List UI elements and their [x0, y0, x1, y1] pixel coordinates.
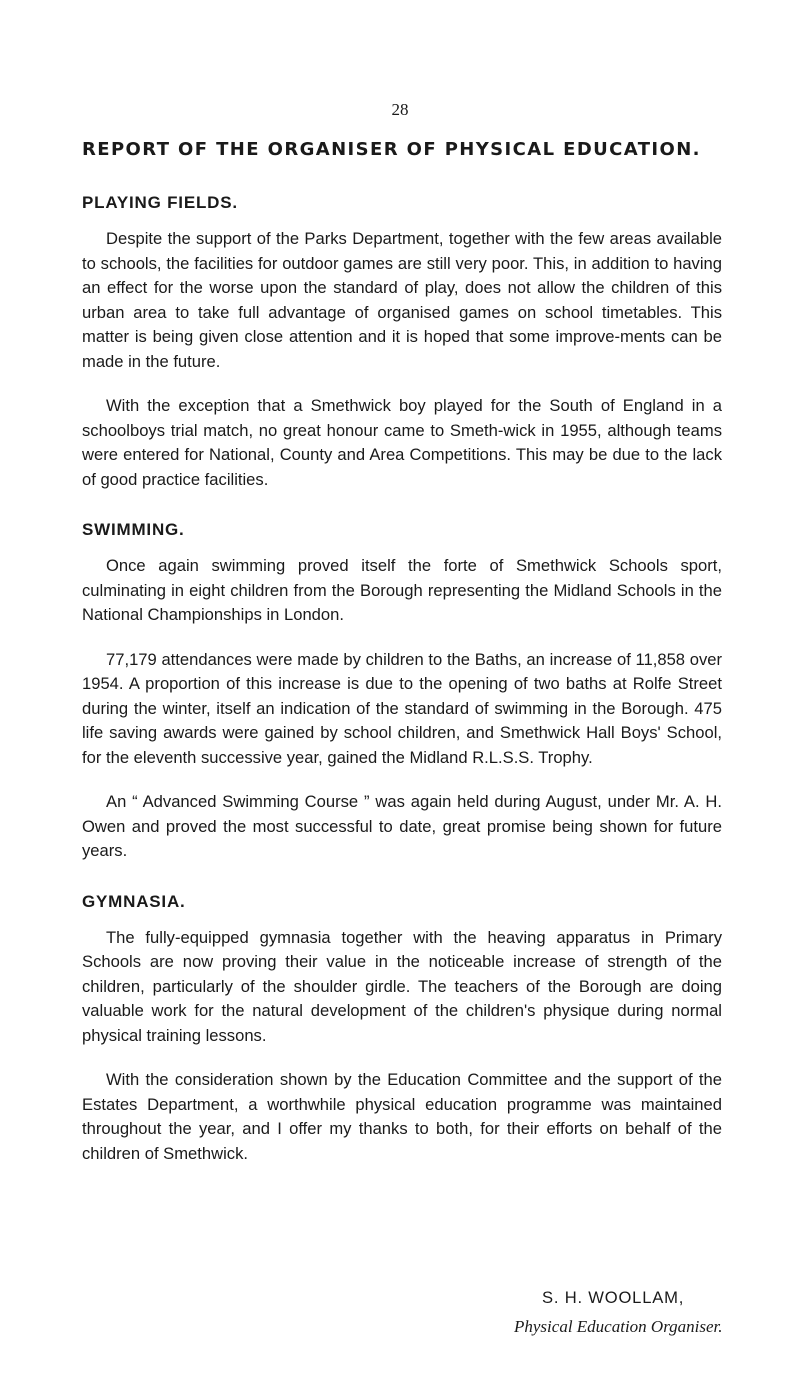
section-heading: GYMNASIA.	[82, 891, 186, 911]
section-heading: PLAYING FIELDS.	[82, 193, 238, 212]
paragraph: Despite the support of the Parks Department, together with the few areas available to schools, the facilities for outdoor games are still very poor. This, in addition to having an effect for the worse upon the standard of play, does not allow the children of this urban area to take full advantage of organised games on school timetables. This matter is being given close attention and it is hoped that some improve-ments can be made in the future.	[82, 229, 722, 371]
signatory-role: Physical Education Organiser.	[514, 1317, 723, 1336]
section-playing-fields	[82, 191, 722, 492]
signature-block	[514, 1285, 762, 1339]
paragraph: Once again swimming proved itself the forte of Smethwick Schools sport, culminating in eight children from the Borough representing the Midland Schools in the National Championships in London.	[82, 556, 722, 624]
section-gymnasia	[82, 890, 722, 1167]
paragraph: An “ Advanced Swimming Course ” was again held during August, under Mr. A. H. Owen and proved the most successful to date, great promise being shown for future years.	[82, 792, 722, 860]
section-heading: SWIMMING.	[82, 520, 185, 539]
signatory-name: S. H. WOOLLAM,	[542, 1288, 685, 1307]
page-number: 28	[391, 100, 409, 119]
report-body	[82, 136, 722, 1186]
paragraph: With the consideration shown by the Education Committee and the support of the Estates Department, a worthwhile physical education programme was maintained throughout the year, and I offer my thanks to both, for their efforts on behalf of the children of Smethwick.	[82, 1070, 722, 1163]
report-title: REPORT OF THE ORGANISER OF PHYSICAL EDUCATION.	[82, 139, 701, 160]
paragraph: With the exception that a Smethwick boy played for the South of England in a schoolboys trial match, no great honour came to Smeth-wick in 1955, although teams were entered for National, County and Area Competitions. This may be due to the lack of good practice facilities.	[82, 396, 722, 489]
paragraph: 77,179 attendances were made by children to the Baths, an increase of 11,858 over 1954. A proportion of this increase is due to the opening of two baths at Rolfe Street during the winter, itself an indication of the standard of swimming in the Borough. 475 life saving awards were gained by school children, and Smethwick Hall Boys' School, for the eleventh successive year, gained the Midland R.L.S.S. Trophy.	[82, 649, 722, 767]
section-swimming	[82, 518, 722, 864]
paragraph: The fully-equipped gymnasia together with the heaving apparatus in Primary Schools are now proving their value in the noticeable increase of strength of the children, particularly of the shoulder girdle. The teachers of the Borough are doing valuable work for the natural development of the children's physique during normal physical training lessons.	[82, 927, 722, 1045]
